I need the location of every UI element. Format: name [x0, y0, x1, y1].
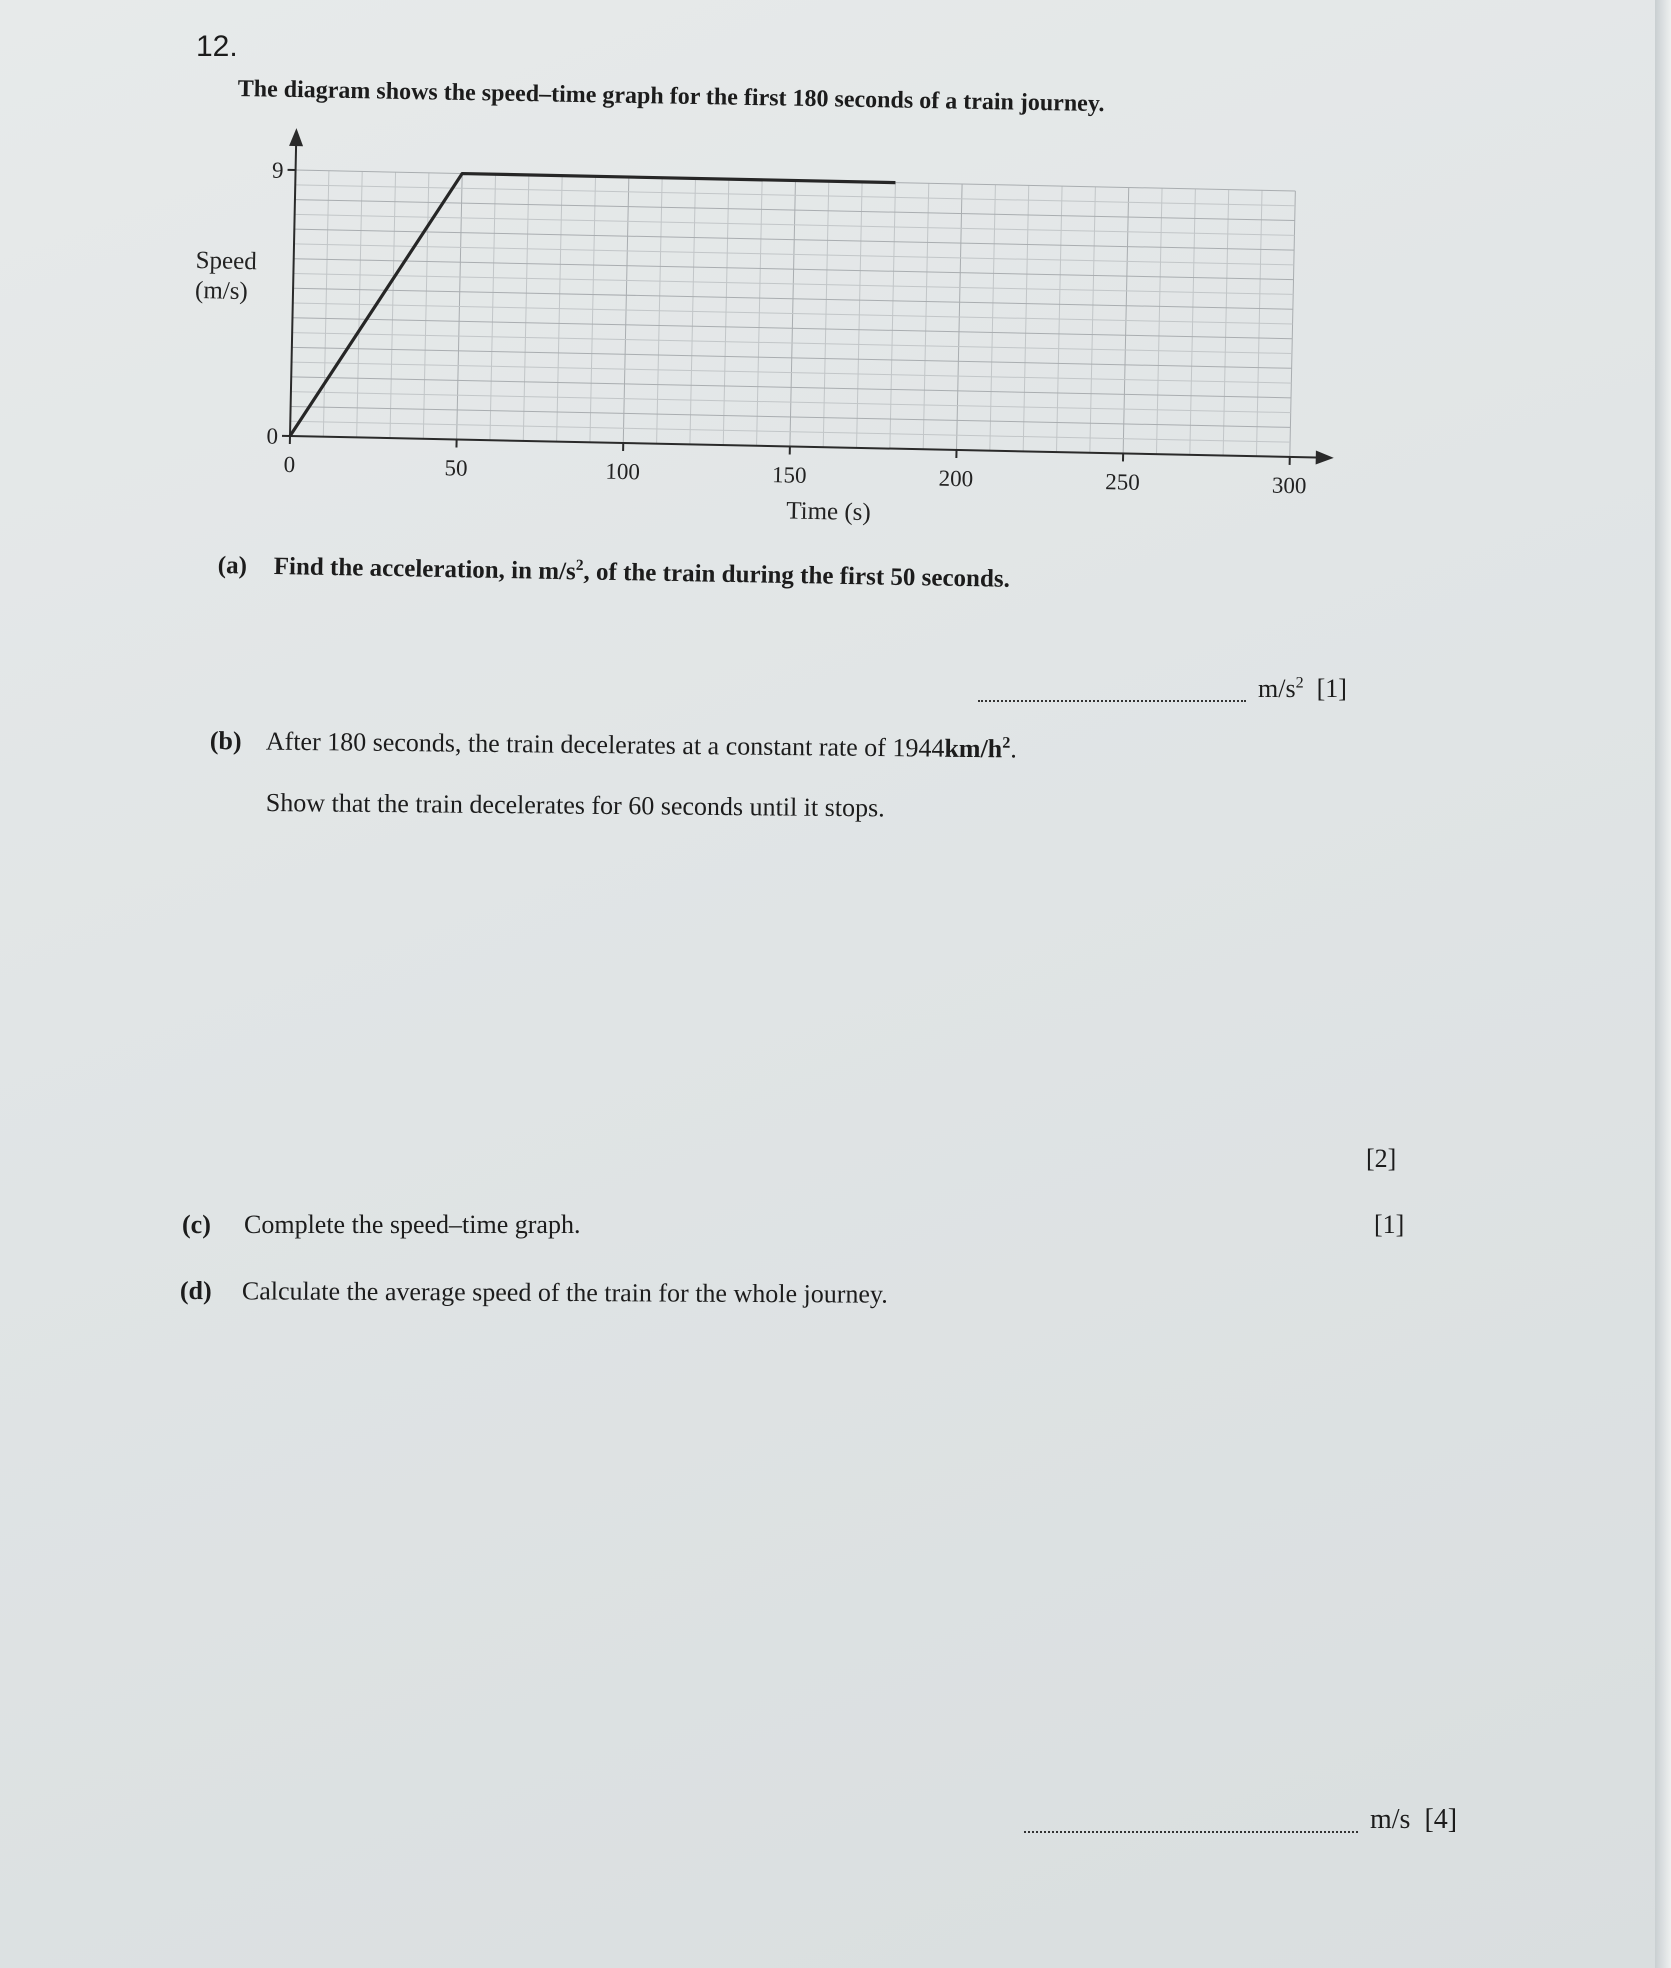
part-c-text: Complete the speed–time graph.: [244, 1210, 581, 1239]
y-axis-label-line2: (m/s): [194, 276, 249, 306]
speed-time-graph: [0, 0, 1671, 560]
y-axis-label-line1: Speed: [195, 246, 258, 276]
x-axis-arrowhead: [1316, 450, 1334, 464]
part-c-label: (c): [182, 1210, 211, 1239]
part-a-answer-line: [978, 674, 1347, 704]
part-d-label: (d): [179, 1276, 212, 1306]
part-a-label: (a): [217, 552, 248, 580]
part-d-question: [180, 1276, 888, 1310]
y-tick-label: 0: [266, 423, 279, 449]
part-b-text-after: .: [1010, 734, 1017, 764]
part-d-marks: [4]: [1424, 1804, 1458, 1835]
part-c-question: [182, 1210, 580, 1240]
x-tick-label: 0: [283, 451, 296, 478]
y-axis-arrowhead: [289, 128, 303, 146]
part-d-answer-line: [1024, 1804, 1457, 1836]
part-a-text-after: , of the train during the first 50 seconds.: [583, 558, 1011, 593]
part-a-unit-sup: 2: [1295, 674, 1304, 692]
part-b-bold-unit: km/h: [944, 733, 1003, 764]
x-tick-label: 50: [444, 455, 468, 481]
part-b-bold-sup: 2: [1002, 734, 1011, 752]
part-b-line2: Show that the train decelerates for 60 seconds until it stops.: [265, 788, 885, 823]
part-d-answer-dots[interactable]: [1024, 1811, 1358, 1833]
part-d-text: Calculate the average speed of the train for the whole journey.: [241, 1276, 888, 1309]
part-d-unit: m/s: [1370, 1804, 1411, 1835]
part-b-marks: [2]: [1366, 1144, 1397, 1173]
part-b-question: [210, 726, 1017, 764]
question-intro: The diagram shows the speed–time graph for the first 180 seconds of a train journey.: [237, 76, 1105, 118]
y-axis: [290, 136, 296, 436]
question-number: 12.: [196, 30, 238, 63]
x-axis-label: Time (s): [785, 497, 872, 527]
graph-body: [190, 126, 1340, 536]
part-a-sup: 2: [575, 556, 584, 575]
x-tick-label: 100: [605, 458, 641, 485]
x-tick-label: 250: [1105, 469, 1141, 495]
part-b-label: (b): [209, 726, 242, 756]
x-tick-label: 300: [1271, 472, 1307, 499]
x-tick-label: 150: [771, 462, 807, 488]
part-a-marks: [1]: [1316, 674, 1347, 703]
part-a-unit: m/s: [1258, 674, 1296, 703]
part-c-marks: [1]: [1374, 1210, 1405, 1239]
part-a-answer-dots[interactable]: [978, 680, 1246, 702]
x-tick-label: 200: [938, 465, 974, 492]
part-b-text-before: After 180 seconds, the train decelerates at a constant rate of 1944: [265, 726, 945, 763]
part-a-text-before: Find the acceleration, in m/s: [273, 552, 577, 586]
y-tick-label: 9: [271, 157, 284, 183]
